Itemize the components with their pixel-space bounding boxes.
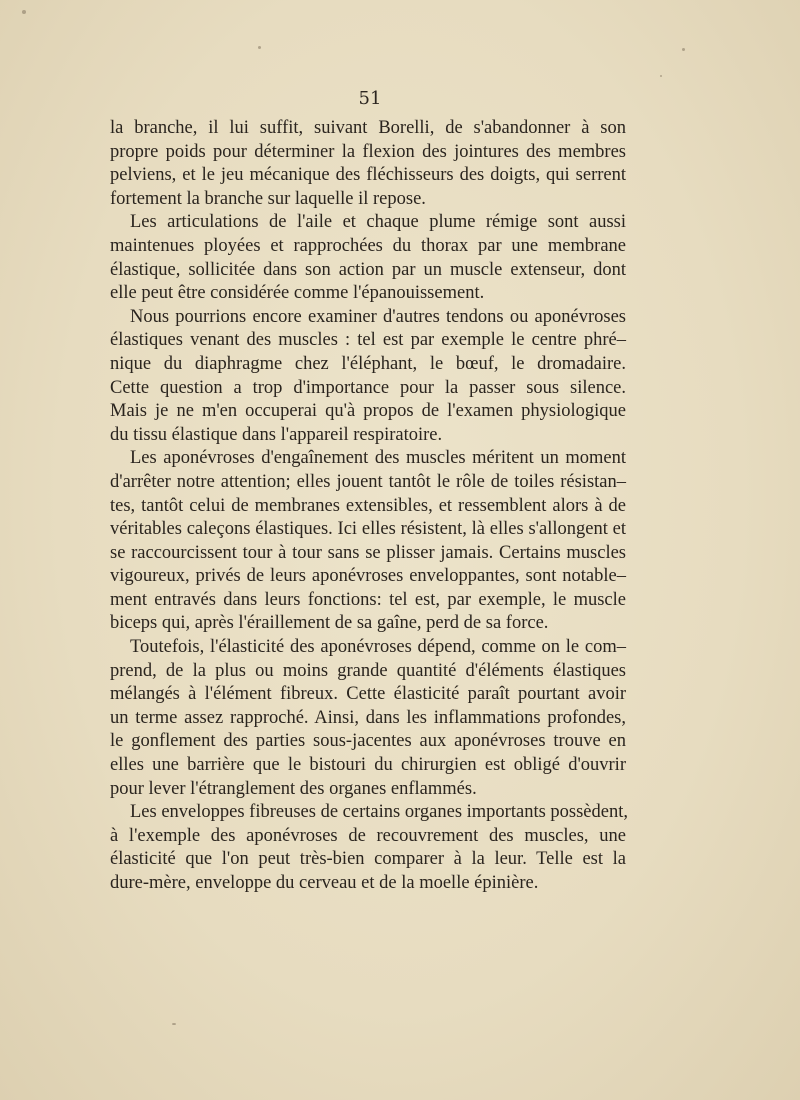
text-line: un terme assez rapproché. Ainsi, dans les inflammations profondes, (110, 707, 626, 728)
paragraph (110, 117, 626, 211)
body-text (110, 117, 626, 896)
text-line: véritables caleçons élastiques. Ici elles résistent, là elles s'allongent et (110, 519, 626, 540)
page-number: 51 (358, 88, 382, 109)
paper-speck (172, 1023, 176, 1025)
text-line: vigoureux, privés de leurs aponévroses enveloppantes, sont notable– (110, 566, 626, 587)
text-line: Les enveloppes fibreuses de certains organes importants possèdent, (130, 802, 628, 823)
text-line: fortement la branche sur laquelle il repose. (110, 188, 426, 209)
text-line: nique du diaphragme chez l'éléphant, le bœuf, le dromadaire. (110, 353, 626, 374)
text-line: Toutefois, l'élasticité des aponévroses dépend, comme on le com– (130, 637, 626, 658)
text-line: élastiques venant des muscles : tel est par exemple le centre phré– (110, 330, 626, 351)
text-line: la branche, il lui suffit, suivant Borelli, de s'abandonner à son (110, 118, 626, 138)
text-line: elles une barrière que le bistouri du chirurgien est obligé d'ouvrir (110, 755, 626, 776)
paragraph (110, 306, 626, 448)
text-line: élastique, sollicitée dans son action par un muscle extenseur, dont (110, 259, 626, 280)
text-line: d'arrêter notre attention; elles jouent tantôt le rôle de toiles résistan– (110, 471, 626, 492)
text-line: Les aponévroses d'engaînement des muscles méritent un moment (130, 448, 626, 469)
text-line: elle peut être considérée comme l'épanouissement. (110, 283, 485, 304)
paper-speck (660, 75, 662, 77)
text-line: prend, de la plus ou moins grande quantité d'éléments élastiques (110, 660, 626, 681)
paragraph (110, 447, 626, 636)
paragraph (110, 636, 626, 801)
paragraph (110, 801, 626, 895)
paper-speck (682, 48, 685, 51)
text-line: biceps qui, après l'éraillement de sa gaîne, perd de sa force. (110, 613, 549, 634)
text-line: le gonflement des parties sous-jacentes aux aponévroses trouve en (110, 731, 626, 752)
paper-speck (22, 10, 26, 14)
text-line: Nous pourrions encore examiner d'autres tendons ou aponévroses (130, 306, 626, 327)
text-line: à l'exemple des aponévroses de recouvrement des muscles, une (110, 825, 626, 846)
text-line: pelviens, et le jeu mécanique des fléchisseurs des doigts, qui serrent (110, 165, 626, 186)
paragraph (110, 211, 626, 305)
text-line: maintenues ployées et rapprochées du thorax par une membrane (110, 235, 626, 256)
text-line: tes, tantôt celui de membranes extensibles, et ressemblent alors à de (110, 495, 626, 516)
text-line: du tissu élastique dans l'appareil respiratoire. (110, 424, 443, 445)
text-line: ment entravés dans leurs fonctions: tel est, par exemple, le muscle (110, 589, 626, 610)
text-line: Mais je ne m'en occuperai qu'à propos de l'examen physiologique (110, 401, 626, 422)
text-line: Cette question a trop d'importance pour la passer sous silence. (110, 377, 626, 398)
text-line: mélangés à l'élément fibreux. Cette élasticité paraît pourtant avoir (110, 684, 626, 705)
paper-speck (258, 46, 261, 49)
text-line: pour lever l'étranglement des organes enflammés. (110, 778, 477, 799)
text-line: propre poids pour déterminer la flexion des jointures des membres (110, 141, 626, 162)
text-line: Les articulations de l'aile et chaque plume rémige sont aussi (130, 212, 626, 233)
text-line: se raccourcissent tour à tour sans se plisser jamais. Certains muscles (110, 542, 626, 563)
text-line: dure-mère, enveloppe du cerveau et de la moelle épinière. (110, 873, 539, 893)
text-line: élasticité que l'on peut très-bien comparer à la leur. Telle est la (110, 849, 626, 870)
